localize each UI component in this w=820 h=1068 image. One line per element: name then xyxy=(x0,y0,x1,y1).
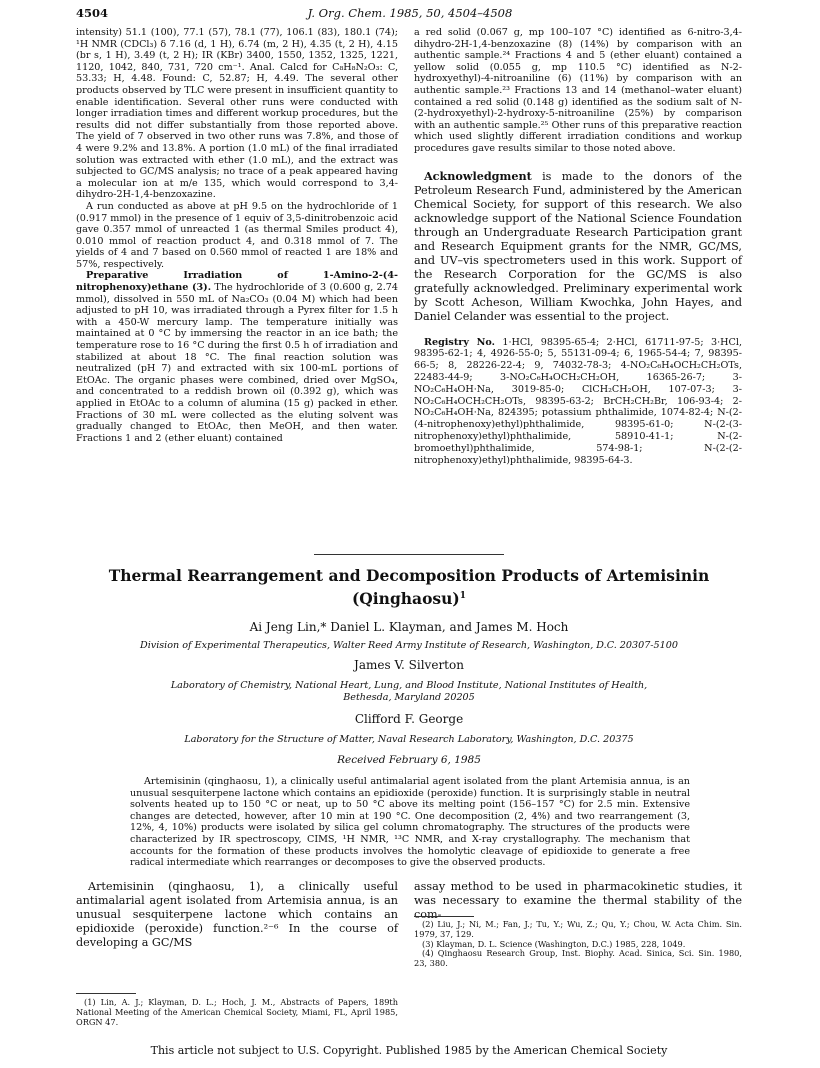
author-line: Clifford F. George xyxy=(354,712,464,726)
page-number: 4504 xyxy=(76,6,109,20)
introduction-left xyxy=(76,880,398,950)
procedure-heading: Preparative Irradiation of 1-Amino-2-(4-nitrophenoxy)ethane (3). xyxy=(76,270,398,294)
footnote: (2) Liu, J.; Ni, M.; Fan, J.; Tu, Y.; Wu, Z.; Qu, Y.; Chou, W. Acta Chim. Sin. 1979, 37, 129. xyxy=(414,919,742,939)
affiliation: Laboratory for the Structure of Matter, Naval Research Laboratory, Washington, D.C. 20375 xyxy=(184,734,634,745)
author-line: James V. Silverton xyxy=(354,658,464,672)
procedure-text: The hydrochloride of 3 (0.600 g, 2.74 mmol), dissolved in 550 mL of Na₂CO₃ (0.04 M) which had been adjusted to pH 10, was irradiated through a Pyrex filter for 1.5 h with a 450-W mercury lamp. The temperature initially was maintained at 0 °C by immersing the reactor in an ice bath; the temperature rose to 16 °C during the first 0.5 h of irradiation and stabilized at about 18 °C. The final reaction solution was neutralized (pH 7) and extracted with six 100-mL portions of EtOAc. The organic phases were combined, dried over MgSO₄, and concentrated to a reddish brown oil (0.392 g), which was applied in EtOAc to a column of alumina (15 g) packed in ether. Fractions of 30 mL were collected as the eluting solvent was gradually changed to EtOAc, then MeOH, and then water. Fractions 1 and 2 (ether eluant) contained xyxy=(76,282,399,444)
experimental-left-column xyxy=(76,27,398,444)
article-title xyxy=(76,566,742,609)
footnotes-left xyxy=(76,998,398,1027)
body-paragraph: Artemisinin (qinghaosu, 1), a clinically useful antimalarial agent isolated from Artemisia annua, is an unusual sesquiterpene lactone which contains an epidioxide (peroxide) function.²⁻⁶ In the course of developing a GC/MS xyxy=(76,880,398,949)
acknowledgment xyxy=(414,169,742,324)
footnote: (3) Klayman, D. L. Science (Washington, D.C.) 1985, 228, 1049. xyxy=(422,938,686,949)
abstract-text: Artemisinin (qinghaosu, 1), a clinically useful antimalarial agent isolated from the plant Artemisia annua, is an unusual sesquiterpene lactone which contains an epidioxide (peroxide) function. It is surprisingly stable in neutral solvents heated up to 150 °C or neat, up to 50 °C above its melting point (156–157 °C) for 2.5 min. Extensive changes are detected, however, after 10 min at 190 °C. One decomposition (2, 4%) and two rearrangement (3, 12%, 4, 10%) products were isolated by silica gel column chromatography. The structures of the products were characterized by IR spectroscopy, CIMS, ¹H NMR, ¹³C NMR, and X-ray crystallography. The mechanism that accounts for the formation of these products involves the homolytic cleavage of epidioxide to generate a free radical intermediate which rearranges or decomposes to give the observed products. xyxy=(130,776,690,869)
experimental-paragraph: a red solid (0.067 g, mp 100–107 °C) identified as 6-nitro-3,4-dihydro-2H-1,4-benzoxazine (8) (14%) by comparison with an authentic sample.²⁴ Fractions 4 and 5 (ether eluant) contained a yellow solid (0.055 g, mp 110.5 °C) identified as N-2-hydroxyethyl)-4-nitroaniline (6) (11%) by comparison with an authentic sample.²³ Fractions 13 and 14 (methanol–water eluant) contained a red solid (0.148 g) identified as the sodium salt of N-(2-hydroxyethyl)-2-hydroxy-5-nitroaniline (25%) by comparison with an authentic sample.²⁵ Other runs of this preparative reaction which used slightly different irradiation conditions and workup procedures gave results similar to those noted above. xyxy=(414,27,742,154)
affiliation xyxy=(76,680,742,704)
title-footnote-mark: 1 xyxy=(459,591,467,601)
author-line: Ai Jeng Lin,* Daniel L. Klayman, and James M. Hoch xyxy=(249,620,569,634)
copyright-notice: This article not subject to U.S. Copyright. Published 1985 by the American Chemical Society xyxy=(150,1044,668,1057)
affiliation-line: Bethesda, Maryland 20205 xyxy=(343,692,475,703)
title-line xyxy=(76,586,742,609)
registry-text: 1·HCl, 98395-65-4; 2·HCl, 61711-97-5; 3·HCl, 98395-62-1; 4, 4926-55-0; 5, 55131-09-4; 6, 1965-54-4; 7, 98395-66-5; 8, 28226-22-4; 9, 74032-78-3; 4-NO₂C₆H₄OCH₂CH₂OTs, 22483-44-9; 3-NO₂C₆H₄OCH₂CH₂OH, 16365-26-7; 3-NO₂C₆H₄OH·Na, 3019-85-0; ClCH₂CH₂OH, 107-07-3; 3-NO₂C₆H₄OCH₂CH₂OTs, 98395-63-2; BrCH₂CH₂Br, 106-93-4; 2-NO₂C₆H₄OH·Na, 824395; potassium phthalimide, 1074-82-4; N-(2-(4-nitrophenoxy)ethyl)phthalimide, 98395-61-0; N-(2-(3-nitrophenoxy)ethyl)phthalimide, 58910-41-1; N-(2-bromoethyl)phthalimide, 574-98-1; N-(2-(2-nitrophenoxy)ethyl)phthalimide, 98395-64-3. xyxy=(414,336,742,466)
affiliation-line: Laboratory of Chemistry, National Heart, Lung, and Blood Institute, National Institutes of Health, xyxy=(170,680,648,691)
footnotes-right xyxy=(414,920,742,969)
footnote: (4) Qinghaosu Research Group, Inst. Biophy. Acad. Sinica, Sci. Sin. 1980, 23, 380. xyxy=(414,948,742,969)
received-date: Received February 6, 1985 xyxy=(337,754,481,766)
footnote-rule xyxy=(414,916,474,917)
journal-citation: J. Org. Chem. 1985, 50, 4504–4508 xyxy=(307,6,513,20)
registry-heading: Registry No. xyxy=(424,336,495,348)
affiliation: Division of Experimental Therapeutics, Walter Reed Army Institute of Research, Washington, D.C. 20307-5100 xyxy=(140,640,678,651)
abstract xyxy=(130,776,690,869)
running-header xyxy=(76,6,744,22)
article-divider xyxy=(314,554,504,555)
footnote: (1) Lin, A. J.; Klayman, D. L.; Hoch, J. M., Abstracts of Papers, 189th National Meeting of the American Chemical Society, Miami, FL, April 1985, ORGN 47. xyxy=(76,997,398,1027)
registry-numbers xyxy=(414,337,742,467)
title-text: (Qinghaosu) xyxy=(351,589,460,609)
acknowledgment-heading: Acknowledgment xyxy=(424,168,532,183)
body-paragraph: assay method to be used in pharmacokinetic studies, it was necessary to examine the thermal stability of the com- xyxy=(414,880,742,921)
footnote-rule xyxy=(76,993,136,994)
title-line: Thermal Rearrangement and Decomposition Products of Artemisinin xyxy=(108,566,710,585)
experimental-paragraph: intensity) 51.1 (100), 77.1 (57), 78.1 (77), 106.1 (83), 180.1 (74); ¹H NMR (CDCl₃) δ 7.16 (d, 1 H), 6.74 (m, 2 H), 4.35 (t, 2 H), 4.15 (br s, 1 H), 3.49 (t, 2 H); IR (KBr) 3400, 1550, 1352, 1325, 1221, 1120, 1042, 840, 731, 720 cm⁻¹. Anal. Calcd for C₈H₈N₂O₃: C, 53.33; H, 4.48. Found: C, 52.87; H, 4.49. The several other products observed by TLC were present in insufficient quantity to enable identification. Several other runs were conducted with longer irradiation times and different workup procedures, but the results did not differ substantially from those reported above. The yield of 7 observed in two other runs was 7.8%, and those of 4 were 9.2% and 13.8%. A portion (1.0 mL) of the final irradiated solution was extracted with ether (1.0 mL), and the extract was subjected to GC/MS analysis; no trace of a peak appeared having a molecular ion at m/e 135, which would correspond to 3,4-dihydro-2H-1,4-benzoxazine. xyxy=(76,27,398,201)
experimental-right-column xyxy=(414,27,742,466)
acknowledgment-text: is made to the donors of the Petroleum Research Fund, administered by the American Chemical Society, for support of this research. We also acknowledge support of the National Science Foundation through an Undergraduate Research Participation grant and Research Equipment grants for the NMR, GC/MS, and UV–vis spectrometers used in this work. Support of the Research Corporation for the GC/MS is also gratefully acknowledged. Preliminary experimental work by Scott Acheson, William Kwochka, John Hayes, and Daniel Celander was essential to the project. xyxy=(414,169,742,323)
experimental-paragraph: A run conducted as above at pH 9.5 on the hydrochloride of 1 (0.917 mmol) in the presence of 1 equiv of 3,5-dinitrobenzoic acid gave 0.357 mmol of unreacted 1 (as thermal Smiles product 4), 0.010 mmol of reaction product 4, and 0.318 mmol of 7. The yields of 4 and 7 based on 0.560 mmol of reacted 1 are 18% and 57%, respectively. xyxy=(76,200,398,270)
experimental-paragraph xyxy=(76,270,398,444)
